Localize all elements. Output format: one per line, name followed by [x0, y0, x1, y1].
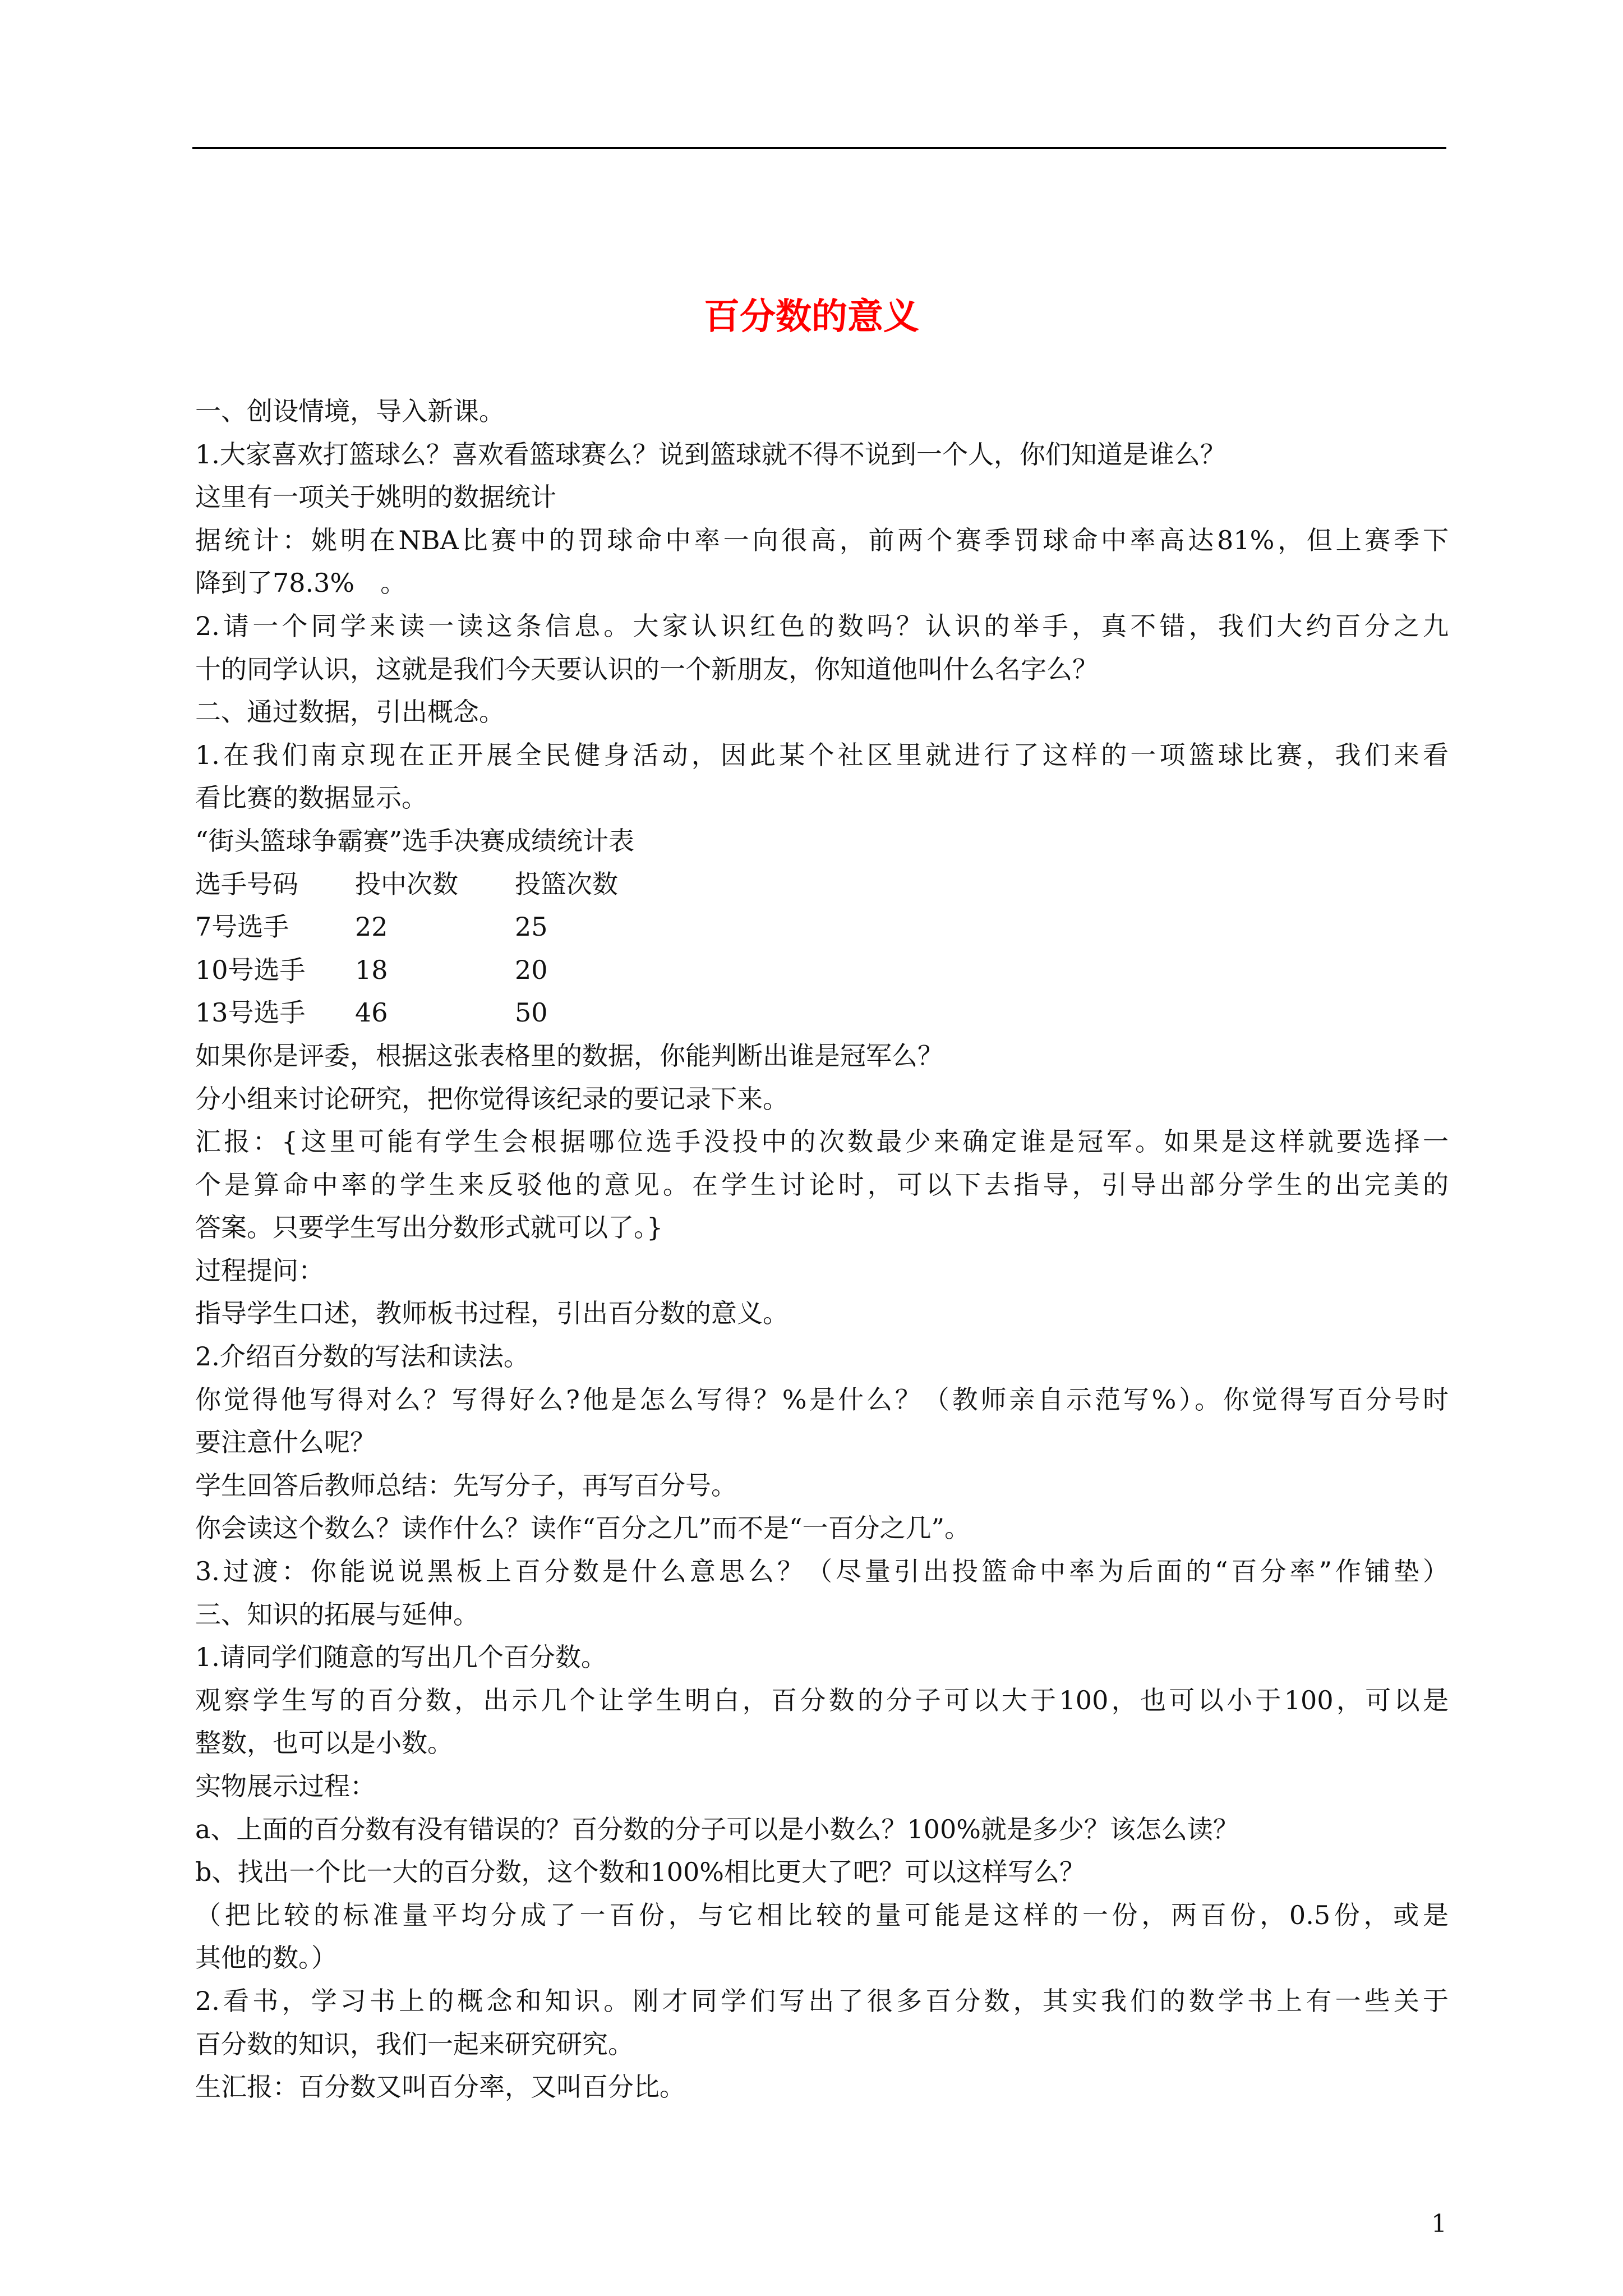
- paragraph-line: 降到了78.3% 。: [195, 568, 407, 599]
- table-header-cell: 投篮次数: [515, 868, 618, 899]
- table-cell: 7号选手: [195, 912, 289, 942]
- paragraph-line: 个是算命中率的学生来反驳他的意见。在学生讨论时，可以下去指导，引导出部分学生的出完美的: [195, 1169, 1449, 1200]
- table-header-cell: 选手号码: [195, 868, 298, 899]
- paragraph-line: 指导学生口述，教师板书过程，引出百分数的意义。: [195, 1298, 789, 1329]
- paragraph-line: 分小组来讨论研究，把你觉得该纪录的要记录下来。: [195, 1083, 789, 1114]
- paragraph-line: 汇报：{这里可能有学生会根据哪位选手没投中的次数最少来确定谁是冠军。如果是这样就要选择一: [195, 1126, 1449, 1157]
- paragraph-line: 百分数的知识，我们一起来研究研究。: [195, 2028, 634, 2059]
- section-heading: 一、创设情境，导入新课。: [195, 396, 505, 426]
- table-cell: 46: [355, 997, 388, 1028]
- header-rule: [192, 147, 1446, 149]
- table-cell: 25: [515, 912, 548, 942]
- table-caption: “街头篮球争霸赛”选手决赛成绩统计表: [195, 825, 635, 856]
- table-cell: 20: [515, 954, 548, 985]
- page-number: 1: [1431, 2210, 1447, 2238]
- paragraph-line: 据统计：姚明在NBA比赛中的罚球命中率一向很高，前两个赛季罚球命中率高达81%，但上赛季下: [195, 524, 1449, 555]
- paragraph-line: b、找出一个比一大的百分数，这个数和100%相比更大了吧？可以这样写么？: [195, 1857, 1085, 1888]
- paragraph-line: 观察学生写的百分数，出示几个让学生明白，百分数的分子可以大于100，也可以小于100，可以是: [195, 1685, 1449, 1715]
- paragraph-line: 整数，也可以是小数。: [195, 1728, 453, 1759]
- paragraph-line: 如果你是评委，根据这张表格里的数据，你能判断出谁是冠军么？: [195, 1040, 943, 1071]
- table-row: [195, 991, 1449, 1034]
- table-row: [195, 949, 1449, 992]
- table-cell: 13号选手: [195, 997, 306, 1028]
- paragraph-line: 3.过渡：你能说说黑板上百分数是什么意思么？（尽量引出投篮命中率为后面的“百分率”作铺垫）: [195, 1556, 1449, 1587]
- paragraph-line: 1.大家喜欢打篮球么？喜欢看篮球赛么？说到篮球就不得不说到一个人，你们知道是谁么？: [195, 439, 1226, 470]
- paragraph-line: （把比较的标准量平均分成了一百份，与它相比较的量可能是这样的一份，两百份，0.5份，或是: [195, 1899, 1449, 1930]
- paragraph-line: 你觉得他写得对么？写得好么?他是怎么写得？%是什么？（教师亲自示范写%）。你觉得写百分号时: [195, 1384, 1449, 1415]
- document-body: [195, 390, 1449, 2109]
- paragraph-line: 实物展示过程：: [195, 1771, 376, 1801]
- paragraph-line: 你会读这个数么？读作什么？读作“百分之几”而不是“一百分之几”。: [195, 1513, 971, 1544]
- paragraph-line: 其他的数。）: [195, 1943, 337, 1973]
- table-cell: 10号选手: [195, 954, 306, 985]
- paragraph-line: 1.请同学们随意的写出几个百分数。: [195, 1642, 607, 1673]
- paragraph-line: 这里有一项关于姚明的数据统计: [195, 482, 556, 513]
- table-cell: 50: [515, 997, 548, 1028]
- table-cell: 18: [355, 954, 388, 985]
- paragraph-line: 2.请一个同学来读一读这条信息。大家认识红色的数吗？认识的举手，真不错，我们大约百分之九: [195, 610, 1449, 641]
- section-heading: 三、知识的拓展与延伸。: [195, 1599, 479, 1630]
- paragraph-line: 2.介绍百分数的写法和读法。: [195, 1341, 529, 1372]
- table-cell: 22: [355, 912, 388, 942]
- section-heading: 二、通过数据，引出概念。: [195, 697, 505, 728]
- table-header-cell: 投中次数: [355, 868, 458, 899]
- paragraph-line: 1.在我们南京现在正开展全民健身活动，因此某个社区里就进行了这样的一项篮球比赛，我们来看: [195, 739, 1449, 770]
- paragraph-line: 学生回答后教师总结：先写分子，再写百分号。: [195, 1470, 737, 1501]
- paragraph-line: a、上面的百分数有没有错误的？百分数的分子可以是小数么？100%就是多少？该怎么读？: [195, 1814, 1239, 1844]
- table-row: [195, 905, 1449, 949]
- paragraph-line: 要注意什么呢？: [195, 1427, 376, 1458]
- paragraph-line: 十的同学认识，这就是我们今天要认识的一个新朋友，你知道他叫什么名字么？: [195, 654, 1098, 684]
- paragraph-line: 生汇报：百分数又叫百分率，又叫百分比。: [195, 2072, 685, 2102]
- paragraph-line: 过程提问：: [195, 1255, 324, 1286]
- paragraph-line: 看比赛的数据显示。: [195, 783, 427, 813]
- table-header-row: [195, 863, 1449, 906]
- paragraph-line: 答案。只要学生写出分数形式就可以了。}: [195, 1212, 663, 1243]
- page-title: 百分数的意义: [704, 296, 919, 338]
- paragraph-line: 2.看书，学习书上的概念和知识。刚才同学们写出了很多百分数，其实我们的数学书上有一些关于: [195, 1985, 1449, 2016]
